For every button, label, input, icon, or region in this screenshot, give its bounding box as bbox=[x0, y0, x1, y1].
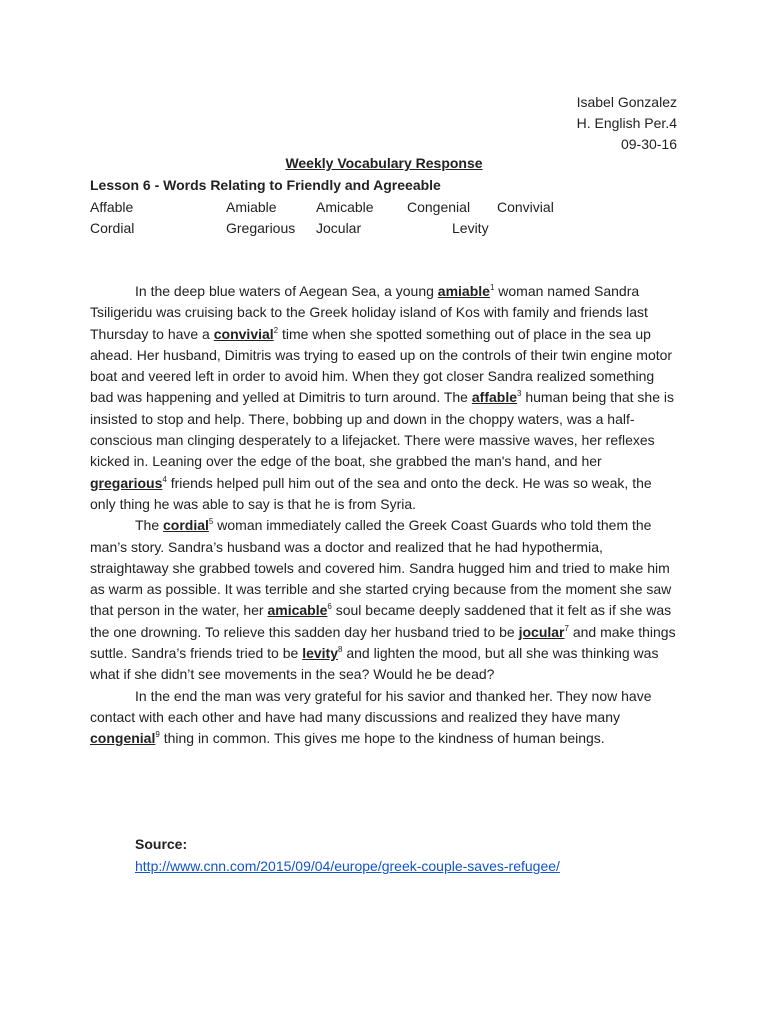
footnote-marker: 6 bbox=[327, 602, 332, 612]
lesson-title: Lesson 6 - Words Relating to Friendly and Agreeable bbox=[90, 177, 441, 193]
vocab-highlight-amicable: amicable bbox=[267, 602, 328, 619]
vocab-highlight-congenial: congenial bbox=[90, 730, 156, 747]
footnote-marker: 4 bbox=[162, 474, 167, 484]
submission-date: 09-30-16 bbox=[620, 136, 677, 152]
footnote-marker: 8 bbox=[338, 645, 343, 655]
vocab-word: Cordial bbox=[90, 220, 135, 236]
paragraph-text: friends helped pull him out of the sea and onto the deck. He was so weak, the only thing he was able to say is that he is from Syria. bbox=[90, 474, 652, 512]
vocab-highlight-convivial: convivial bbox=[213, 325, 274, 342]
paragraph-text: The bbox=[135, 517, 164, 534]
vocab-word: Affable bbox=[90, 199, 134, 215]
footnote-marker: 9 bbox=[155, 730, 160, 740]
paragraph-text: and lighten the mood, but all she was thinking was what if she didn’t see movements in the sea? Would he be dead? bbox=[90, 645, 659, 683]
paragraph-text: In the deep blue waters of Aegean Sea, a young bbox=[135, 283, 438, 299]
vocab-highlight-jocular: jocular bbox=[518, 623, 565, 640]
paragraph-text: In the end the man was very grateful for his savior and thanked her. They now have contact with each other and have had many discussions and realized they have many bbox=[90, 687, 652, 725]
paragraph-text: woman named Sandra Tsiligeridu was cruising back to the Greek holiday island of Kos with family and friends last Thursday to have a bbox=[90, 283, 648, 342]
footnote-marker: 7 bbox=[564, 623, 569, 633]
vocab-word: Jocular bbox=[316, 220, 362, 236]
story-paragraph-1 bbox=[90, 281, 680, 515]
paragraph-text: soul became deeply saddened that it felt as if she was the one drowning. To relieve this sadden day her husband tried to be bbox=[90, 602, 672, 640]
student-name: Isabel Gonzalez bbox=[576, 94, 677, 110]
document-title: Weekly Vocabulary Response bbox=[285, 155, 483, 171]
vocab-word: Amicable bbox=[316, 199, 374, 215]
vocab-word: Gregarious bbox=[226, 220, 296, 236]
footnote-marker: 5 bbox=[208, 517, 214, 527]
vocab-highlight-gregarious: gregarious bbox=[90, 474, 163, 491]
source-link[interactable]: http://www.cnn.com/2015/09/04/europe/greek-couple-saves-refugee/ bbox=[135, 858, 560, 874]
student-header bbox=[577, 92, 677, 155]
vocab-highlight-affable: affable bbox=[471, 389, 517, 406]
vocab-highlight-cordial: cordial bbox=[163, 517, 209, 534]
vocab-word: Convivial bbox=[497, 199, 554, 215]
paragraph-text: and make things suttle. Sandra’s friends tried to be bbox=[90, 623, 676, 662]
source-label: Source: bbox=[135, 836, 188, 852]
footnote-marker: 3 bbox=[517, 389, 522, 399]
vocab-word: Congenial bbox=[407, 199, 471, 215]
paragraph-text: time when she spotted something out of place in the sea up ahead. Her husband, Dimitris was trying to eased up on the controls of their twin engine motor boat and veered left in order to avoid him. When they got closer Sandra realized something bad was happening and yelled at Dimitris to turn around. The bbox=[90, 325, 673, 406]
vocab-highlight-levity: levity bbox=[302, 645, 339, 662]
vocab-word: Amiable bbox=[226, 199, 277, 215]
story-paragraph-2 bbox=[90, 515, 680, 685]
story-body bbox=[90, 281, 680, 750]
paragraph-text: human being that she is insisted to stop and help. There, bobbing up and down in the choppy waters, was a half-conscious man clinging desperately to a lifejacket. There were massive waves, her reflexes kicked in. Leaning over the edge of the boat, she grabbed the man's hand, and her bbox=[90, 389, 674, 470]
footnote-marker: 2 bbox=[273, 325, 279, 335]
story-paragraph-3 bbox=[90, 686, 680, 750]
vocab-word: Levity bbox=[452, 220, 489, 236]
class-period: H. English Per.4 bbox=[576, 115, 677, 131]
vocab-highlight-amiable: amiable bbox=[437, 283, 490, 299]
paragraph-text: thing in common. This gives me hope to the kindness of human beings. bbox=[159, 730, 605, 747]
paragraph-text: woman immediately called the Greek Coast Guards who told them the man’s story. Sandra’s husband was a doctor and realized that he had hypothermia, straightaway she grabbed towels and covered him. Sandra hugged him and tried to make him as warm as possible. It was terrible and she started crying because from the moment she saw that person in the water, her bbox=[90, 517, 672, 619]
footnote-marker: 1 bbox=[489, 283, 495, 292]
